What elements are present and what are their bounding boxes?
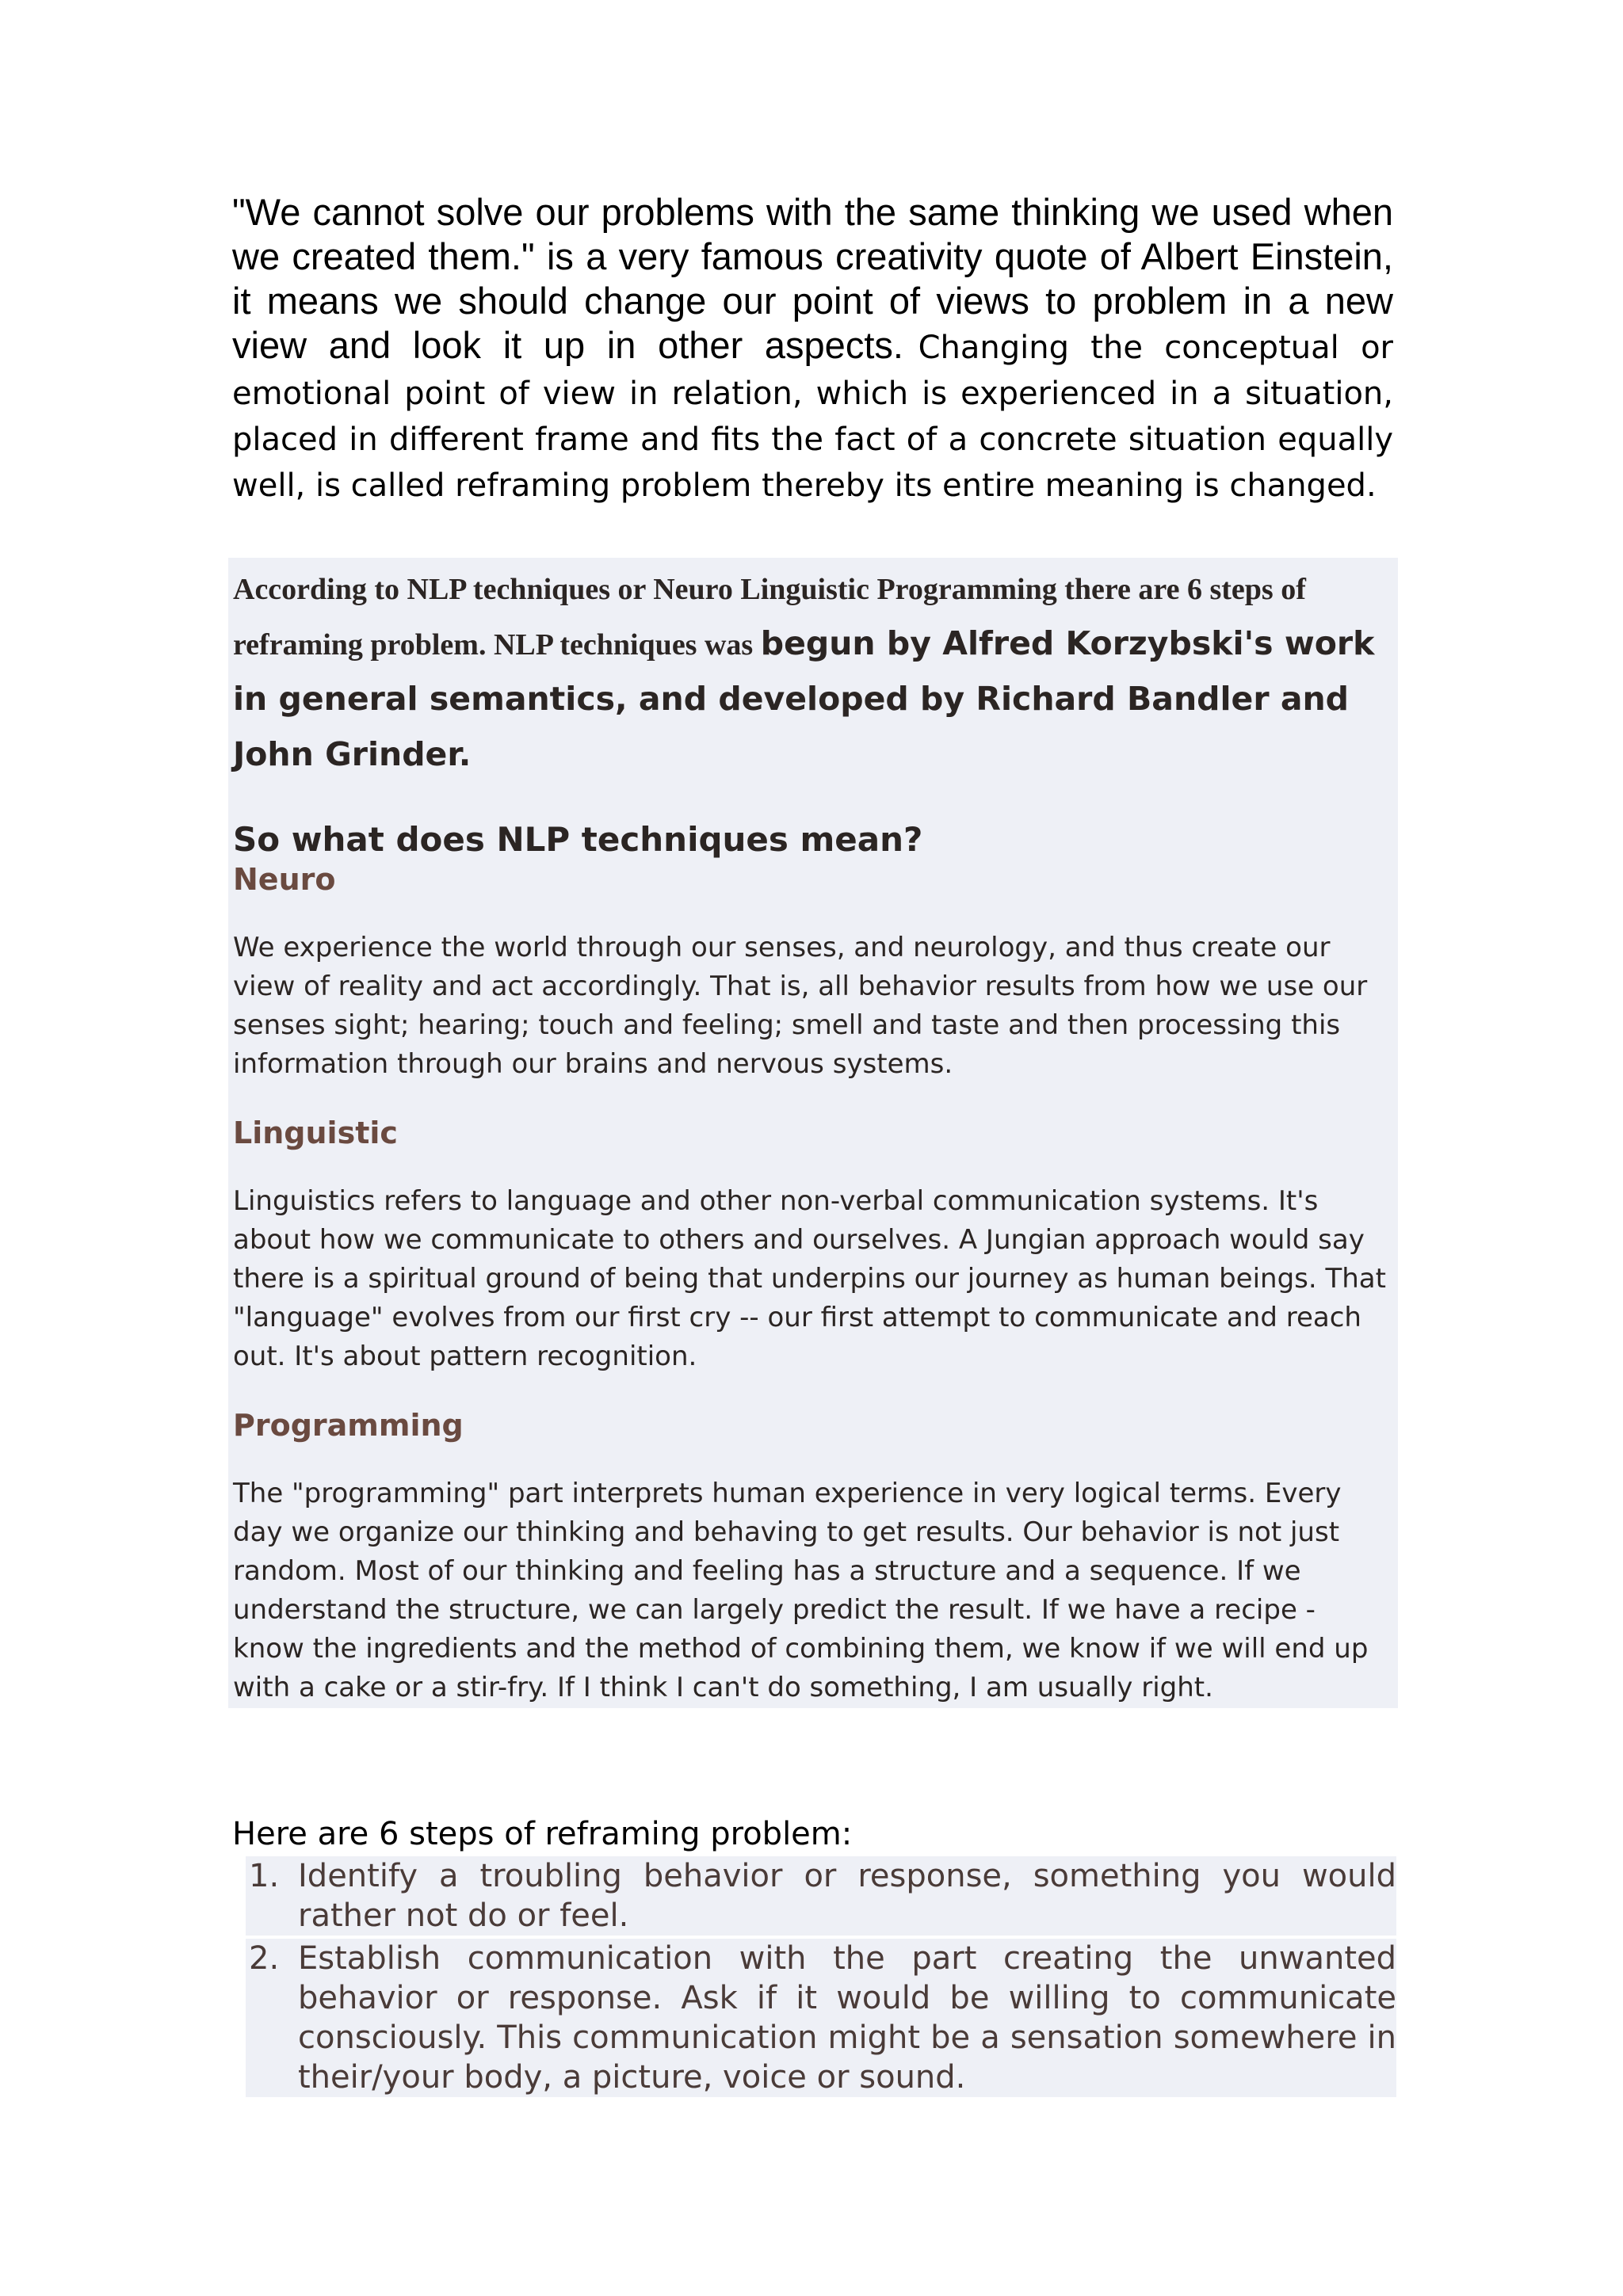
steps-title: Here are 6 steps of reframing problem:	[232, 1816, 853, 1852]
reframing-definition-text: Changing the conceptual or emotional point of view in relation, which is experienced in a situation, placed in different frame and fits the fact of a concrete situation equally well, is called reframing problem thereby its entire meaning is changed.	[232, 330, 1393, 504]
nlp-question-heading: So what does NLP techniques mean?	[233, 820, 923, 859]
linguistic-heading: Linguistic	[233, 1116, 398, 1150]
programming-heading: Programming	[233, 1408, 464, 1443]
linguistic-paragraph: Linguistics refers to language and other non-verbal communication systems. It's about how we communicate to others and ourselves. A Jungian approach would say there is a spiritual ground of being that underpins our journey as human beings. That "language" evolves from our first cry -- our first attempt to communicate and reach out. It's about pattern recognition.	[233, 1185, 1386, 1372]
list-item	[246, 1939, 1396, 2097]
neuro-heading: Neuro	[233, 862, 336, 897]
step-number: 1.	[249, 1858, 280, 1894]
nlp-lead-paragraph	[233, 566, 1392, 786]
steps-list	[246, 1856, 1396, 2100]
nlp-lead-serif-text: According to NLP techniques or Neuro Linguistic Programming there are 6 steps of reframing problem. NLP techniques was	[233, 573, 1306, 662]
step-number: 2.	[249, 1940, 280, 1977]
step-text: Identify a troubling behavior or response, something you would rather not do or feel.	[298, 1858, 1396, 1934]
nlp-section-content	[233, 566, 1392, 1703]
list-item	[246, 1856, 1396, 1936]
intro-paragraph	[232, 190, 1393, 509]
step-text: Establish communication with the part creating the unwanted behavior or response. Ask if it would be willing to communicate consciously. This communication might be a sensation somewhere in their/your body, a picture, voice or sound.	[298, 1940, 1396, 2096]
nlp-lead-sans-text: begun by Alfred Korzybski's work in general semantics, and developed by Richard Bandler and John Grinder.	[233, 624, 1375, 773]
programming-paragraph: The "programming" part interprets human experience in very logical terms. Every day we organize our thinking and behaving to get results. Our behavior is not just random. Most of our thinking and feeling has a structure and a sequence. If we understand the structure, we can largely predict the result. If we have a recipe - know the ingredients and the method of combining them, we know if we will end up with a cake or a stir-fry. If I think I can't do something, I am usually right.	[233, 1478, 1369, 1703]
neuro-paragraph: We experience the world through our senses, and neurology, and thus create our view of reality and act accordingly. That is, all behavior results from how we use our senses sight; hearing; touch and feeling; smell and taste and then processing this information through our brains and nervous systems.	[233, 932, 1368, 1080]
einstein-quote-text: "We cannot solve our problems with the same thinking we used when we created them." is a very famous creativity quote of Albert Einstein, it means we should change our point of views to problem in a new view and look it up in other aspects.	[232, 191, 1393, 366]
nlp-section-box	[228, 558, 1398, 1708]
